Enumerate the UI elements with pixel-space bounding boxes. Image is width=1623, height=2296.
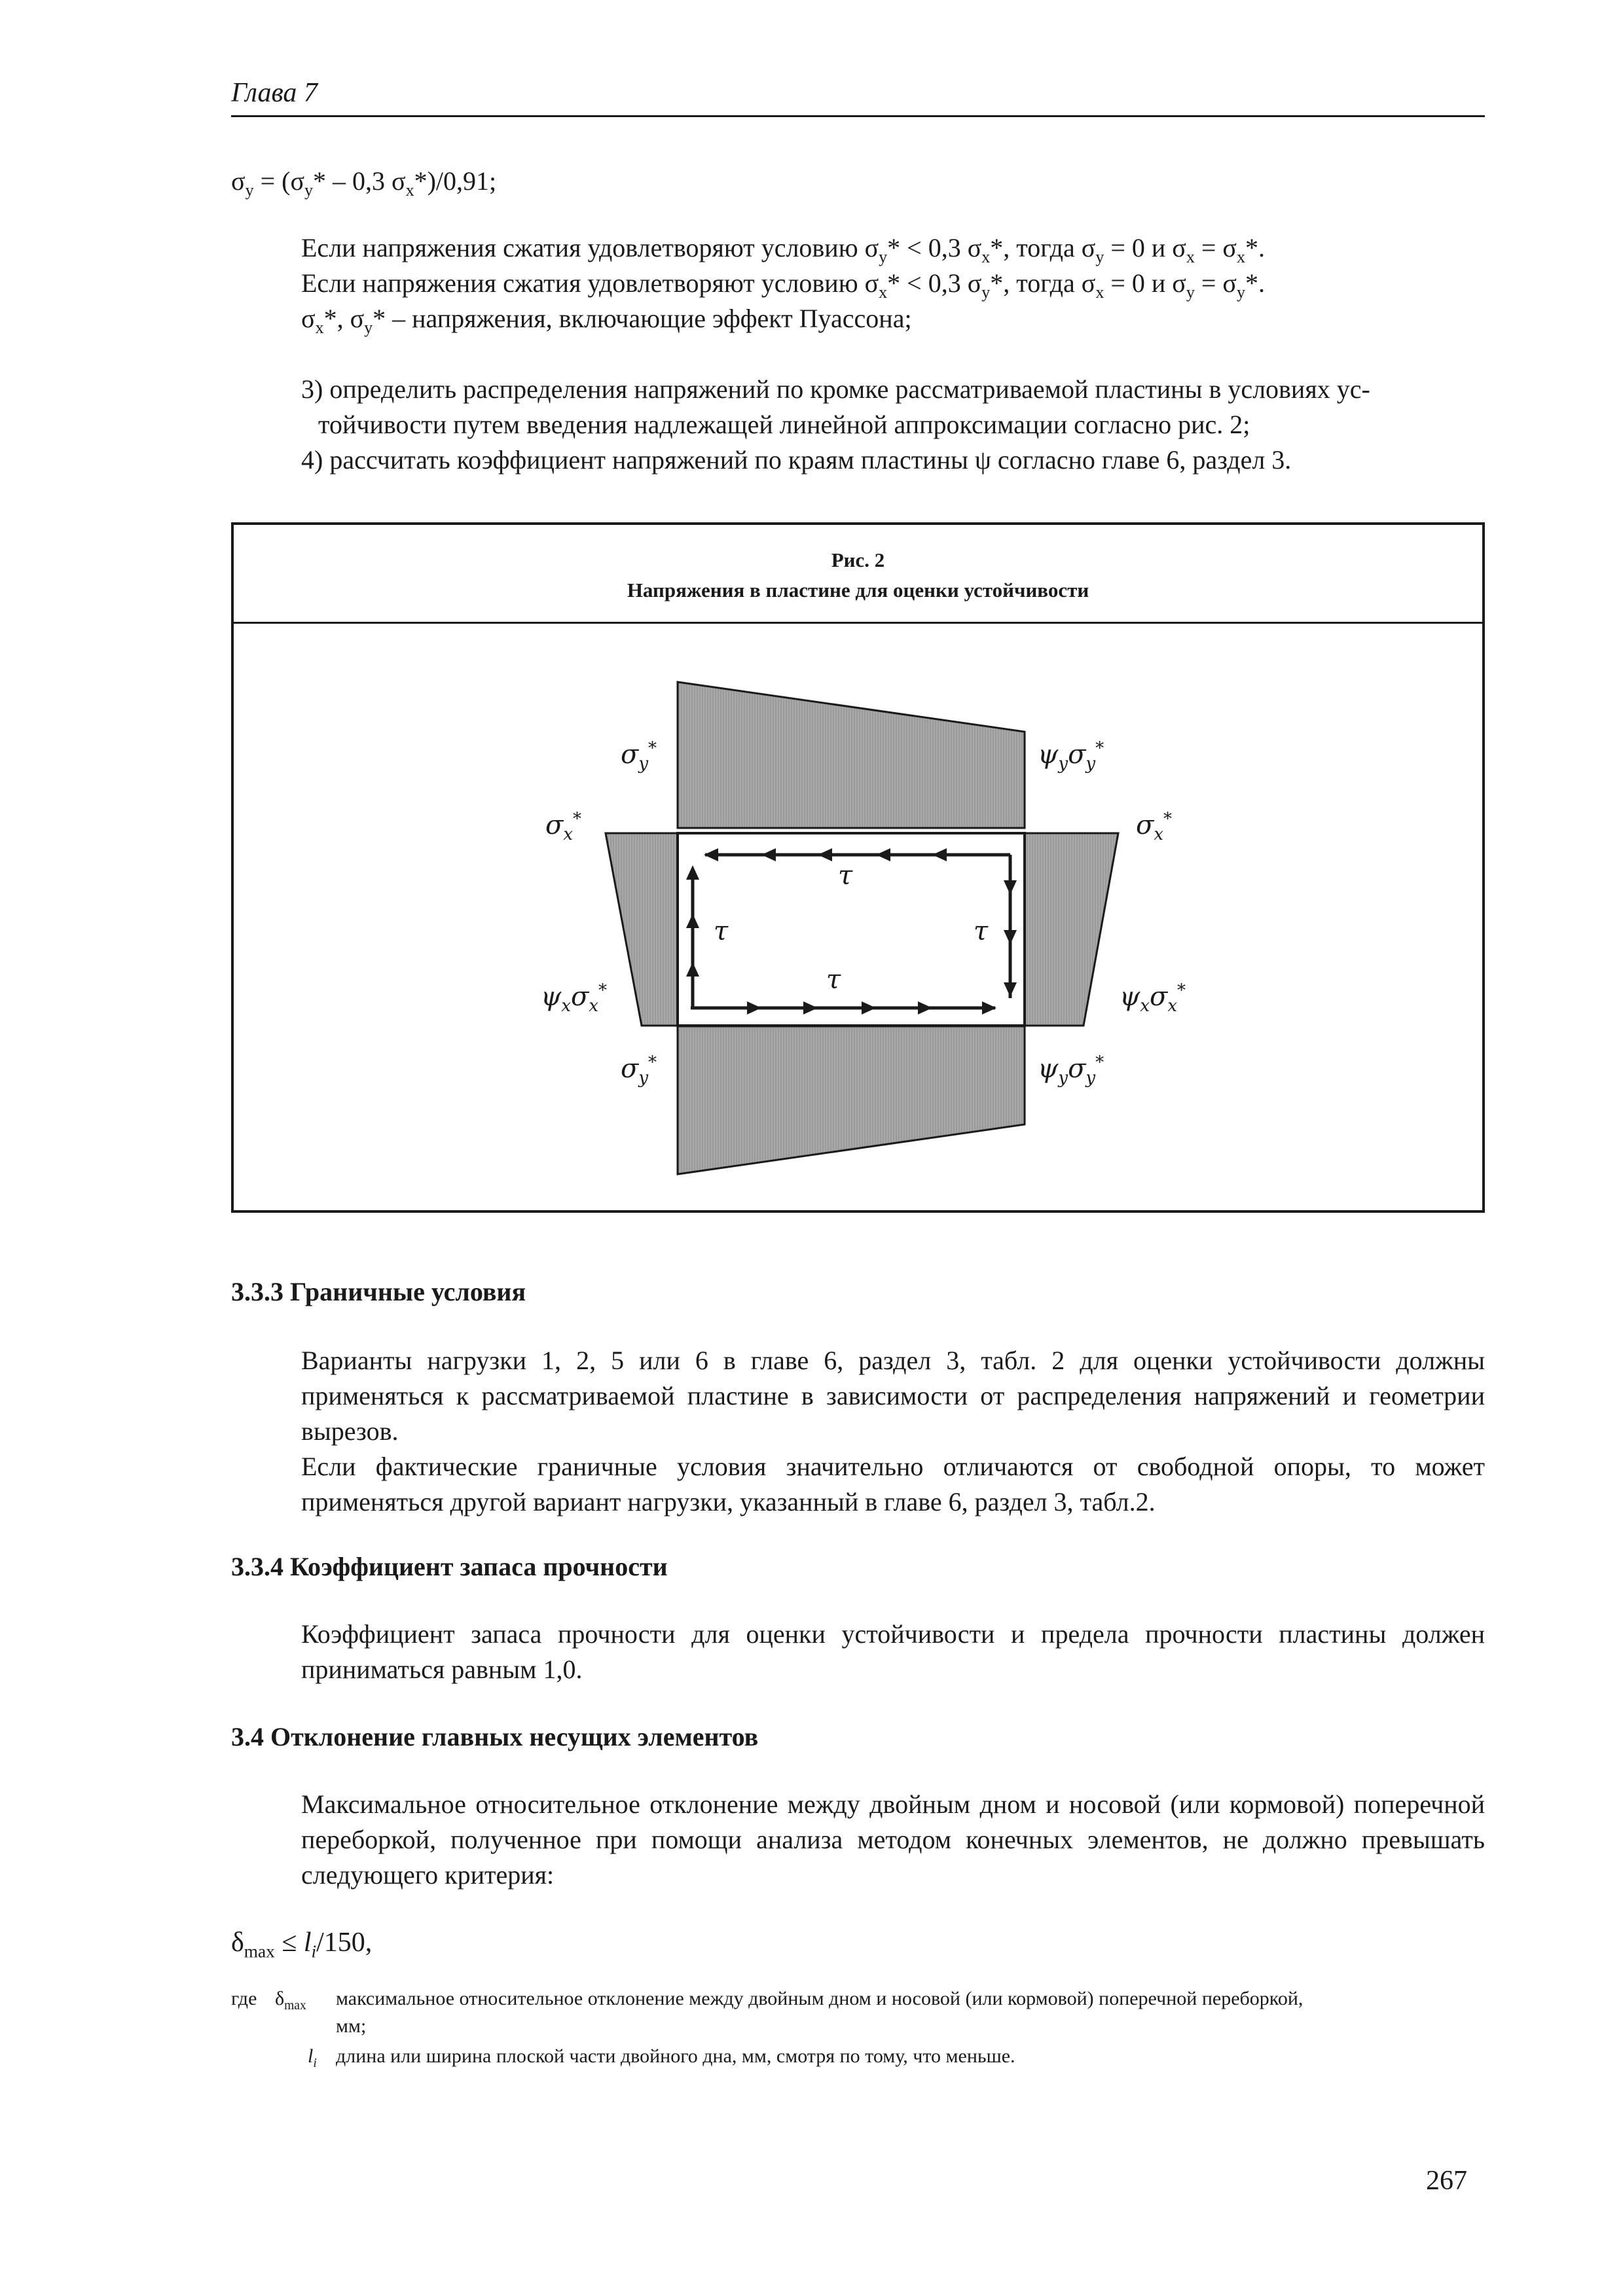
condition-2: Если напряжения сжатия удовлетворяют условию $\sigma_x* < 0,3$ $\sigma_y*$, тогда $\sigma_x = 0$ и $\sigma_y = \sigma_y*$. [301, 268, 1265, 302]
page-number: 267 [1426, 2166, 1467, 2196]
para-3-3-3-b: Если фактические граничные условия значительно отличаются от свободной опоры, то может применяться другой вариант нагрузки, указанный в главе 6, раздел 3, табл.2. [301, 1452, 1485, 1516]
step-3-line-1: 3) определить распределения напряжений по кромке рассматриваемой пластины в условиях ус- [301, 374, 1370, 404]
step-3-line-2: тойчивости путем введения надлежащей линейной аппроксимации согласно рис. 2; [318, 410, 1250, 439]
figure-title: Напряжения в пластине для оценки устойчивости [627, 579, 1089, 601]
label-tau-top: τ [838, 861, 853, 891]
label-psi-sigma-y-top-right: $\psi_y\sigma_y^*$ [1038, 738, 1104, 774]
where-delta-text: максимальное относительное отклонение между двойным дном и носовой (или кормовой) поперечной переборкой, [336, 1988, 1304, 2009]
figure-number: Рис. 2 [831, 548, 885, 571]
where-delta-text-2: мм; [336, 2015, 367, 2037]
label-sigma-y-bottom-left: $\sigma_y^*$ [621, 1052, 657, 1088]
label-tau-left: τ [714, 916, 729, 946]
label-tau-right: τ [974, 916, 989, 946]
label-tau-bottom: τ [826, 965, 841, 995]
top-stress-distribution [678, 682, 1025, 828]
para-3-4: Максимальное относительное отклонение между двойным дном и носовой (или кормовой) поперечной переборкой, полученное при помощи анализа методом конечных элементов, не должно превышать следующего критерия: [301, 1789, 1485, 1890]
heading-3-4: 3.4 Отклонение главных несущих элементов [231, 1722, 759, 1751]
para-3-3-4: Коэффициент запаса прочности для оценки устойчивости и предела прочности пластины должен приниматься равным 1,0. [301, 1619, 1485, 1684]
para-3-3-3-a: Варианты нагрузки 1, 2, 5 или 6 в главе 6, раздел 3, табл. 2 для оценки устойчивости должны применяться к рассматриваемой пластине в зависимости от распределения напряжений и геометрии вырезов. [301, 1346, 1485, 1446]
where-l-text: длина или ширина плоской части двойного дна, мм, смотря по тому, что меньше. [336, 2045, 1015, 2067]
chapter-header: Глава 7 [231, 78, 318, 108]
heading-3-3-3: 3.3.3 Граничные условия [231, 1277, 526, 1306]
where-label: где [231, 1988, 257, 2009]
deflection-formula: $\delta_{max} \le l_i/150$, [231, 1928, 373, 1962]
condition-1: Если напряжения сжатия удовлетворяют условию $\sigma_y* < 0,3$ $\sigma_x*$, тогда $\sigma_y = 0$ и $\sigma_x = \sigma_x*$. [301, 233, 1265, 266]
equation-sigma-y: $\sigma_y = (\sigma_y* - 0,3$ $\sigma_x*)/0,91$; [231, 166, 497, 200]
label-psi-sigma-x-right: $\psi_x\sigma_x^*$ [1120, 980, 1186, 1016]
heading-3-3-4: 3.3.4 Коэффициент запаса прочности [231, 1552, 668, 1581]
condition-3: $\sigma_x*$, $\sigma_y*$ – напряжения, включающие эффект Пуассона; [301, 304, 912, 337]
left-stress-distribution [606, 833, 678, 1026]
where-delta-symbol: $\delta_{max}$ [275, 1988, 306, 2013]
label-psi-sigma-y-bottom-right: $\psi_y\sigma_y^*$ [1038, 1052, 1104, 1088]
right-stress-distribution [1025, 833, 1118, 1026]
step-4: 4) рассчитать коэффициент напряжений по краям пластины ψ согласно главе 6, раздел 3. [301, 445, 1292, 475]
where-l-symbol: $l_i$ [308, 2045, 317, 2070]
bottom-stress-distribution [678, 1026, 1025, 1174]
label-psi-sigma-x-left: $\psi_x\sigma_x^*$ [541, 980, 608, 1016]
label-sigma-x-right: $\sigma_x^*$ [1136, 809, 1172, 844]
label-sigma-x-left: $\sigma_x^*$ [545, 809, 581, 844]
label-sigma-y-top-left: $\sigma_y^*$ [621, 738, 657, 774]
